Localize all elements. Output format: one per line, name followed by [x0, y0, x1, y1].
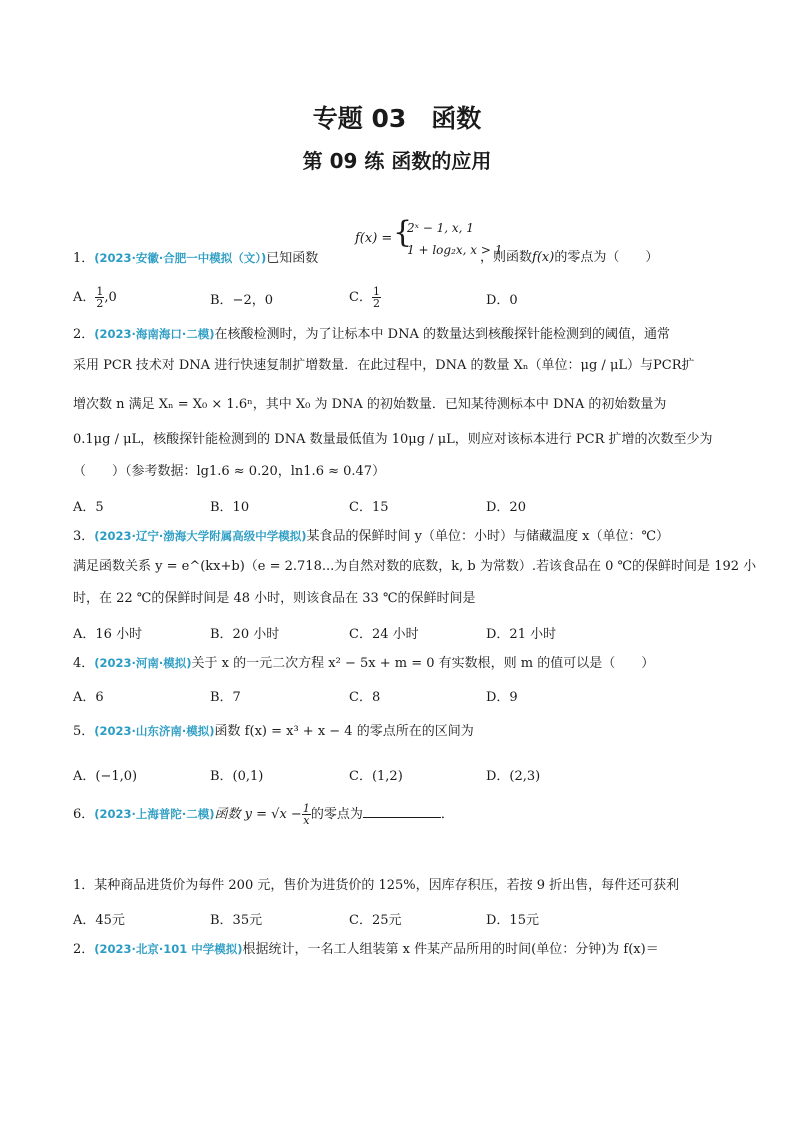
q1-piece-1: 2ˣ − 1, x, 1 [407, 221, 474, 235]
q1-option-a-den: 2 [96, 297, 104, 310]
q1-number: 1． [73, 251, 95, 266]
q1-option-a [73, 286, 117, 309]
q7-option-b: B．35元 [210, 913, 263, 928]
q3-source: (2023·辽宁·渤海大学附属高级中学模拟) [94, 529, 307, 543]
q6-number: 6． [73, 807, 95, 822]
q1-fx2: f(x) [532, 250, 555, 265]
q1-text-b: ，则函数 [480, 250, 533, 265]
q1-option-c-num: 1 [372, 285, 380, 298]
q2-option-d: D．20 [486, 500, 526, 515]
q1-option-a-label: A． [73, 290, 96, 305]
q1-source: (2023·安徽·合肥一中模拟（文）) [94, 251, 267, 265]
q4-line-1: 关于 x 的一元二次方程 x² − 5x + m = 0 有实数根，则 m 的值可以是（ ） [191, 656, 655, 671]
q4-option-a: A．6 [73, 690, 104, 705]
q4-option-c: C．8 [349, 690, 381, 705]
page-subtitle: 第 09 练 函数的应用 [302, 149, 492, 173]
q6-end: ． [440, 807, 454, 822]
q6-frac-den: x [303, 814, 310, 827]
q6-text-b: 的零点为 [310, 807, 363, 822]
q2-option-c: C．15 [349, 500, 389, 515]
q3-option-c: C．24 小时 [349, 627, 419, 642]
page-title: 专题 03 函数 [312, 104, 482, 133]
q2-line-3: 增次数 n 满足 Xₙ = X₀ × 1.6ⁿ，其中 X₀ 为 DNA 的初始数量．已知某待测标本中 DNA 的初始数量为 [73, 397, 667, 412]
q5-number: 5． [73, 724, 95, 739]
q6-frac-num: 1 [302, 802, 310, 815]
q5-option-c: C．(1,2) [349, 769, 403, 784]
q3-option-a: A．16 小时 [73, 627, 143, 642]
q3-line-2: 满足函数关系 y = e^(kx+b)（e = 2.718...为自然对数的底数，k, b 为常数）.若该食品在 0 ℃的保鲜时间是 192 小 [73, 559, 757, 574]
q8-line-1: 根据统计，一名工人组装第 x 件某产品所用的时间(单位：分钟)为 f(x)＝ [242, 942, 659, 957]
q1-text-a: 已知函数 [266, 251, 319, 266]
q4-number: 4． [73, 656, 95, 671]
q1-text-c: 的零点为（ ） [554, 250, 659, 265]
q6-text-a: 函数 y = √x − [214, 807, 302, 822]
q8-number: 2． [73, 942, 95, 957]
q5-line-1: 函数 f(x) = x³ + x − 4 的零点所在的区间为 [214, 724, 474, 739]
q1-option-c-label: C． [349, 290, 372, 305]
q2-source: (2023·海南海口·二模) [94, 327, 215, 341]
q6-source: (2023·上海普陀·二模) [94, 807, 215, 821]
q5-option-b: B．(0,1) [210, 769, 264, 784]
q3-option-d: D．21 小时 [486, 627, 557, 642]
q1-brace: { [393, 215, 413, 250]
q3-line-1: 某食品的保鲜时间 y（单位：小时）与储藏温度 x（单位：℃） [306, 529, 670, 544]
q7-option-a: A．45元 [73, 913, 125, 928]
q6-answer-blank [363, 805, 441, 818]
q8-source: (2023·北京·101 中学模拟) [94, 942, 243, 956]
q2-line-2: 采用 PCR 技术对 DNA 进行快速复制扩增数量．在此过程中，DNA 的数量 Xₙ（单位：μg / μL）与PCR扩 [73, 358, 695, 373]
q2-line-5: （ ）（参考数据：lg1.6 ≈ 0.20，ln1.6 ≈ 0.47） [73, 464, 386, 479]
q5-source: (2023·山东济南·模拟) [94, 724, 215, 738]
q7-option-d: D．15元 [486, 913, 539, 928]
q7-line-1: 1．某种商品进货价为每件 200 元，售价为进货价的 125%，因库存积压，若按 9 折出售，每件还可获利 [73, 878, 680, 893]
q2-number: 2． [73, 327, 95, 342]
q2-option-a: A．5 [73, 500, 104, 515]
q1-option-a-rest: ,0 [104, 290, 117, 305]
q1-fx-label: f(x) = [355, 231, 393, 246]
q1-option-d: D．0 [486, 293, 518, 308]
q1-piece-2: 1 + log₂x, x > 1 [407, 243, 503, 257]
q1-option-a-num: 1 [96, 285, 104, 298]
q1-option-c [349, 286, 381, 309]
q4-option-d: D．9 [486, 690, 518, 705]
q3-option-b: B．20 小时 [210, 627, 280, 642]
q1-option-c-den: 2 [372, 297, 380, 310]
q5-option-d: D．(2,3) [486, 769, 541, 784]
q7-option-c: C．25元 [349, 913, 402, 928]
q5-option-a: A．(−1,0) [73, 769, 138, 784]
q2-option-b: B．10 [210, 500, 250, 515]
q2-line-1: 在核酸检测时，为了让标本中 DNA 的数量达到核酸探针能检测到的阈值，通常 [214, 327, 670, 342]
q1-option-b: B．−2，0 [210, 293, 273, 308]
q3-line-3: 时，在 22 ℃的保鲜时间是 48 小时，则该食品在 33 ℃的保鲜时间是 [73, 591, 476, 606]
q4-option-b: B．7 [210, 690, 241, 705]
q2-line-4: 0.1μg / μL，核酸探针能检测到的 DNA 数量最低值为 10μg / μL，则应对该标本进行 PCR 扩增的次数至少为 [73, 432, 713, 447]
q3-number: 3． [73, 529, 95, 544]
q4-source: (2023·河南·模拟) [94, 656, 192, 670]
